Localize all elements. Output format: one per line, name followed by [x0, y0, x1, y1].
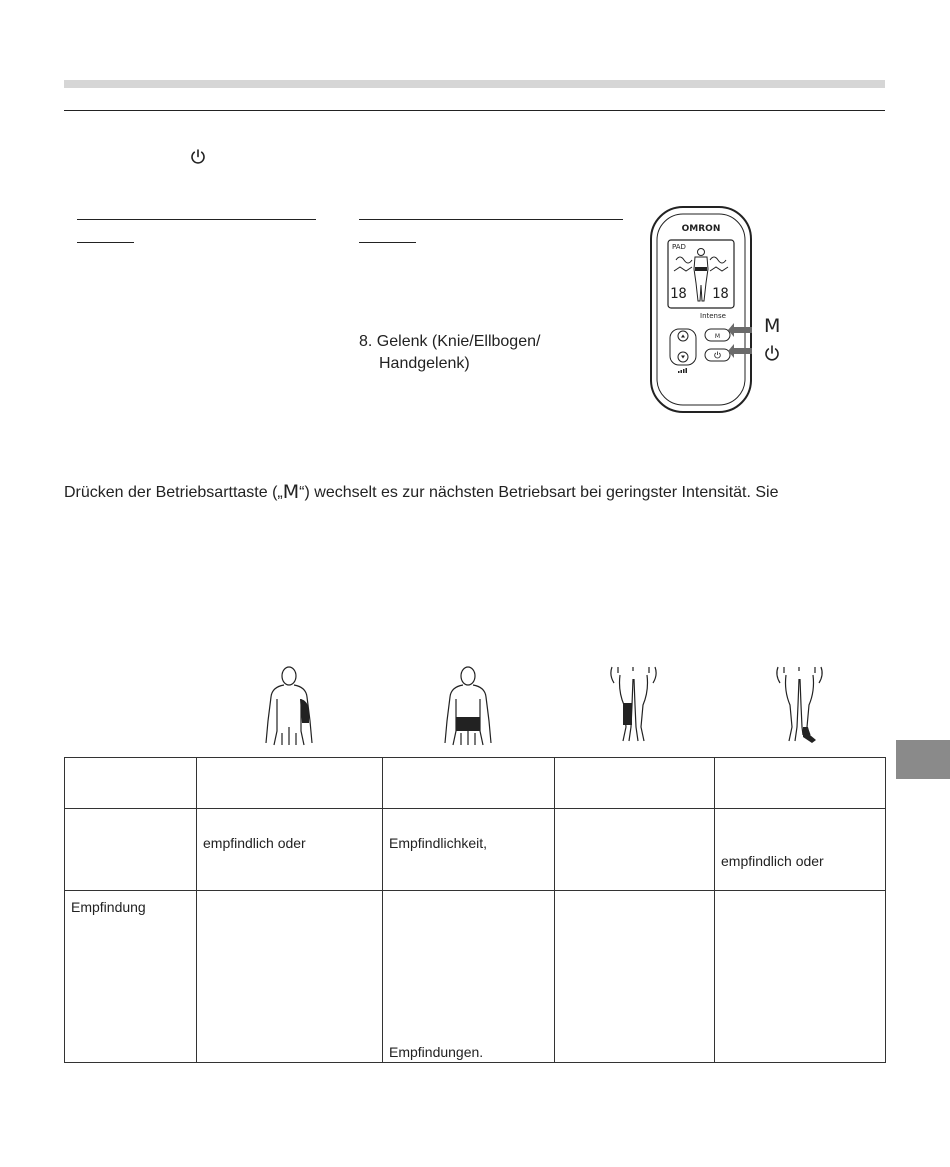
body-figure-foot: [772, 665, 827, 747]
right-column-heading-rule: [359, 219, 623, 220]
body-figure-lower-back: [441, 665, 496, 747]
table-cell: [383, 809, 555, 891]
table-cell: [715, 758, 886, 809]
cell-text: Empfindungen.: [389, 1044, 484, 1060]
mode-switch-paragraph: [64, 480, 779, 502]
mode-button-label: M: [714, 333, 721, 340]
left-column-heading-rule: [77, 219, 316, 220]
paragraph-text-before: Drücken der Betriebsarttaste („: [64, 484, 283, 501]
table-cell: [715, 809, 886, 891]
header-gray-bar: [64, 80, 885, 88]
table-cell: [555, 758, 715, 809]
mode-callout-label: M: [764, 315, 781, 337]
table-cell: [383, 758, 555, 809]
intense-label: Intense: [700, 312, 726, 320]
right-column-subheading-rule: [359, 242, 416, 243]
mode-symbol: M: [282, 481, 300, 503]
lcd-right-level: 18: [712, 286, 729, 302]
header-rule: [64, 110, 885, 111]
table-cell: [383, 891, 555, 1063]
table-cell: [65, 758, 197, 809]
body-figure-arm: [262, 665, 317, 747]
list-item-line: 8. Gelenk (Knie/Ellbogen/: [359, 333, 541, 350]
section-side-tab: [896, 740, 950, 779]
table-cell: [65, 891, 197, 1063]
device-brand-text: OMRON: [681, 224, 721, 234]
row-label: Empfindung: [71, 899, 146, 915]
table-cell: [65, 809, 197, 891]
table-row: [65, 758, 886, 809]
table-cell: [555, 891, 715, 1063]
cell-text: empfindlich oder: [721, 853, 824, 869]
cell-text: empfindlich oder: [203, 835, 306, 851]
list-item-line: Handgelenk): [379, 355, 470, 372]
body-figure-knee: [606, 665, 661, 747]
power-callout-icon: [766, 346, 778, 360]
table-cell: [197, 891, 383, 1063]
mode-table: [64, 757, 886, 1063]
table-cell: [197, 809, 383, 891]
table-cell: [555, 809, 715, 891]
list-item-joint: [359, 331, 540, 375]
table-row: [65, 891, 886, 1063]
device-illustration: [640, 205, 790, 415]
pad-label: PAD: [672, 243, 686, 251]
left-column-subheading-rule: [77, 242, 134, 243]
table-row: [65, 809, 886, 891]
paragraph-text-after: “) wechselt es zur nächsten Betriebsart bei geringster Intensität. Sie: [299, 484, 779, 501]
lcd-left-level: 18: [670, 286, 687, 302]
cell-text: Empfindlichkeit,: [389, 835, 488, 851]
power-icon: [189, 148, 207, 166]
table-cell: [197, 758, 383, 809]
table-cell: [715, 891, 886, 1063]
